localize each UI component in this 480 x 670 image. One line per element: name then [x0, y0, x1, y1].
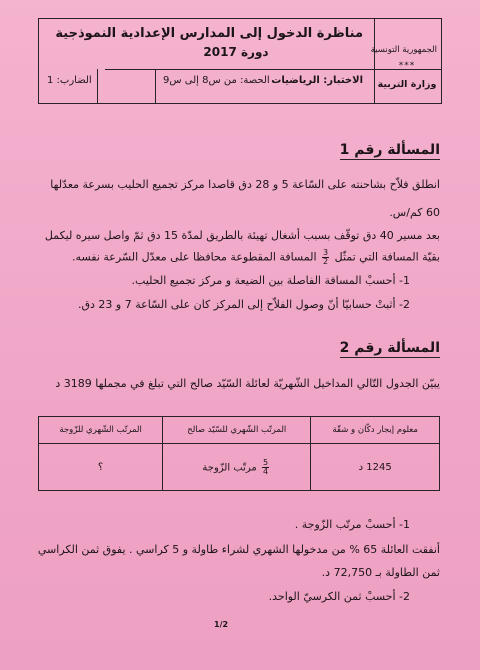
exam-header [38, 18, 442, 104]
table-cell: 1245 د [311, 444, 440, 491]
header-divider [155, 69, 156, 103]
problem1-text: انطلق فلاّح بشاحنته على السّاعة 5 و 28 دق قاصدا مركز تجميع الحليب بسرعة معدّلها [50, 178, 440, 191]
problem1-title: المسألة رقم 1 [339, 142, 440, 158]
problem2-text: أنفقت العائلة 65 % من مدخولها الشهري لشراء طاولة و 5 كراسي . يفوق ثمن الكراسي [37, 543, 440, 556]
table-cell: $\frac{5}{4}$ مرتّب الزّوجة [163, 444, 311, 491]
problem1-text: 60 كم/س. [389, 206, 440, 219]
exam-subject: الاختبار: الرياضيات [271, 75, 363, 86]
exam-title: مناظرة الدخول إلى المدارس الإعدادية النموذجية [55, 26, 363, 41]
problem1-question-1: 1- أحسبْ المسافة الفاصلة بين الضيعة و مركز تجميع الحليب. [131, 274, 410, 287]
header-divider [374, 19, 375, 103]
problem2-text: ثمن الطاولة بـ 72,750 د. [321, 566, 440, 579]
table-header-cell: المرتّب الشّهري للزّوجة [39, 417, 163, 444]
fraction: $\frac{5}{4}$ [262, 457, 269, 476]
table-header-row [39, 417, 440, 444]
exam-coefficient: الضارب: 1 [47, 75, 92, 86]
problem1-text: بعد مسير 40 دق توقّف بسبب أشغال تهيئة بالطريق لمدّة 15 دق ثمّ واصل سيره ليكمل [44, 229, 440, 242]
fraction: $\frac{3}{2}$ [323, 248, 329, 266]
page-number: 1/2 [214, 620, 229, 629]
problem2-title: المسألة رقم 2 [339, 340, 440, 356]
exam-session: دورة 2017 [203, 45, 269, 59]
header-divider [97, 69, 98, 103]
problem1-question-2: 2- أثبتْ حسابيّا أنّ وصول الفلاّح إلى المركز كان على السّاعة 7 و 23 دق. [77, 298, 410, 311]
problem2-question-1: 1- أحسبْ مرتّب الزّوجة . [294, 518, 410, 531]
table-row [39, 444, 440, 491]
income-table [38, 416, 440, 491]
problem2-intro: يبيّن الجدول التّالي المداخيل الشّهريّة لعائلة السّيّد صالح التي تبلغ في مجملها 3189 د [55, 377, 440, 390]
ministry-name: وزارة التربية [377, 79, 437, 90]
table-header-cell: معلوم إيجار دكّان و شقّة [311, 417, 440, 444]
country-name: الجمهورية التونسية [370, 45, 437, 55]
stars-decoration: *** [398, 61, 416, 71]
problem1-text: بقيّة المسافة التي تمثّل $\frac{3}{2}$ المسافة المقطوعة محافظا على معدّل السّرعة نفسه. [72, 248, 440, 266]
exam-duration: الحصة: من س8 إلى س9 [163, 75, 270, 86]
table-header-cell: المرتّب الشّهري للسّيّد صالح [163, 417, 311, 444]
table-cell: ؟ [39, 444, 163, 491]
problem2-question-2: 2- أحسبْ ثمن الكرسيّ الواحد. [268, 590, 410, 603]
